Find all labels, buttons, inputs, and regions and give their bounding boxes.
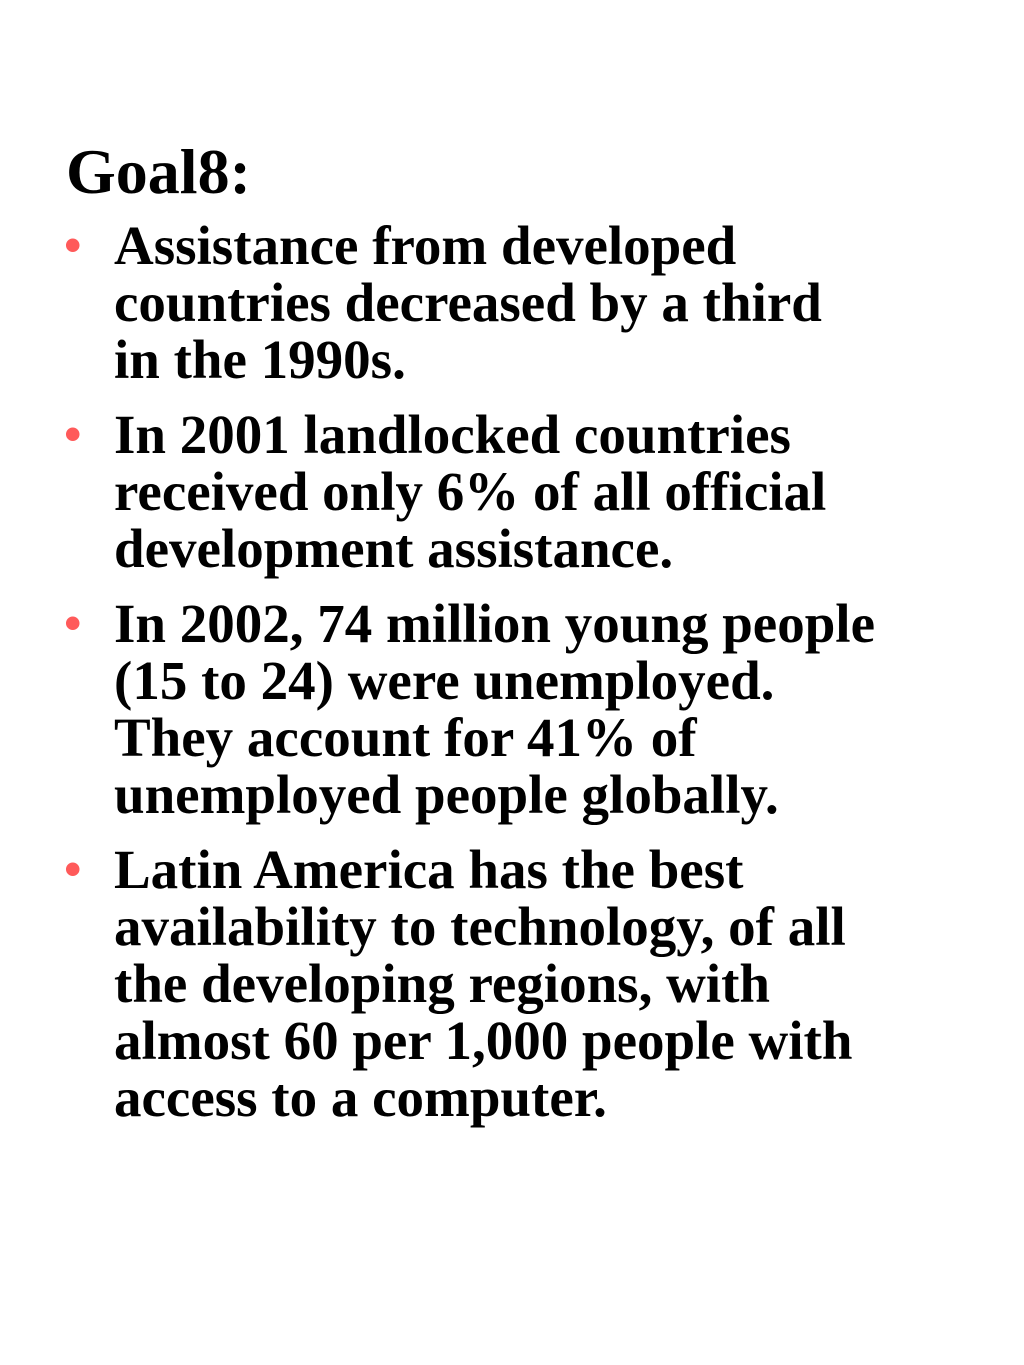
bullet-point-icon: •	[64, 595, 82, 651]
bullet-text-line: access to a computer.	[114, 1067, 607, 1128]
bullet-text-line: availability to technology, of all	[114, 896, 846, 957]
bullet-point-icon: •	[64, 406, 82, 462]
bullet-text-line: In 2001 landlocked countries	[114, 404, 791, 465]
bullet-item	[0, 841, 1004, 1126]
bullet-text-line: received only 6% of all official	[114, 461, 827, 522]
bullet-text-line: Latin America has the best	[114, 839, 744, 900]
bullet-list	[0, 217, 1024, 1144]
bullet-text-line: Assistance from developed	[114, 215, 737, 276]
bullet-item	[0, 217, 1004, 388]
bullet-point-icon: •	[64, 217, 82, 273]
bullet-text-line: in the 1990s.	[114, 329, 406, 390]
bullet-text-line: In 2002, 74 million young people	[114, 593, 875, 654]
bullet-text-line: unemployed people globally.	[114, 764, 779, 825]
bullet-item	[0, 595, 1004, 823]
bullet-point-icon: •	[64, 841, 82, 897]
bullet-text-line: development assistance.	[114, 518, 674, 579]
bullet-text-line: They account for 41% of	[114, 707, 697, 768]
slide-title: Goal8:	[66, 136, 251, 207]
bullet-text-line: almost 60 per 1,000 people with	[114, 1010, 853, 1071]
bullet-text-line: countries decreased by a third	[114, 272, 822, 333]
bullet-text-line: (15 to 24) were unemployed.	[114, 650, 775, 711]
bullet-item	[0, 406, 1004, 577]
bullet-text-line: the developing regions, with	[114, 953, 770, 1014]
